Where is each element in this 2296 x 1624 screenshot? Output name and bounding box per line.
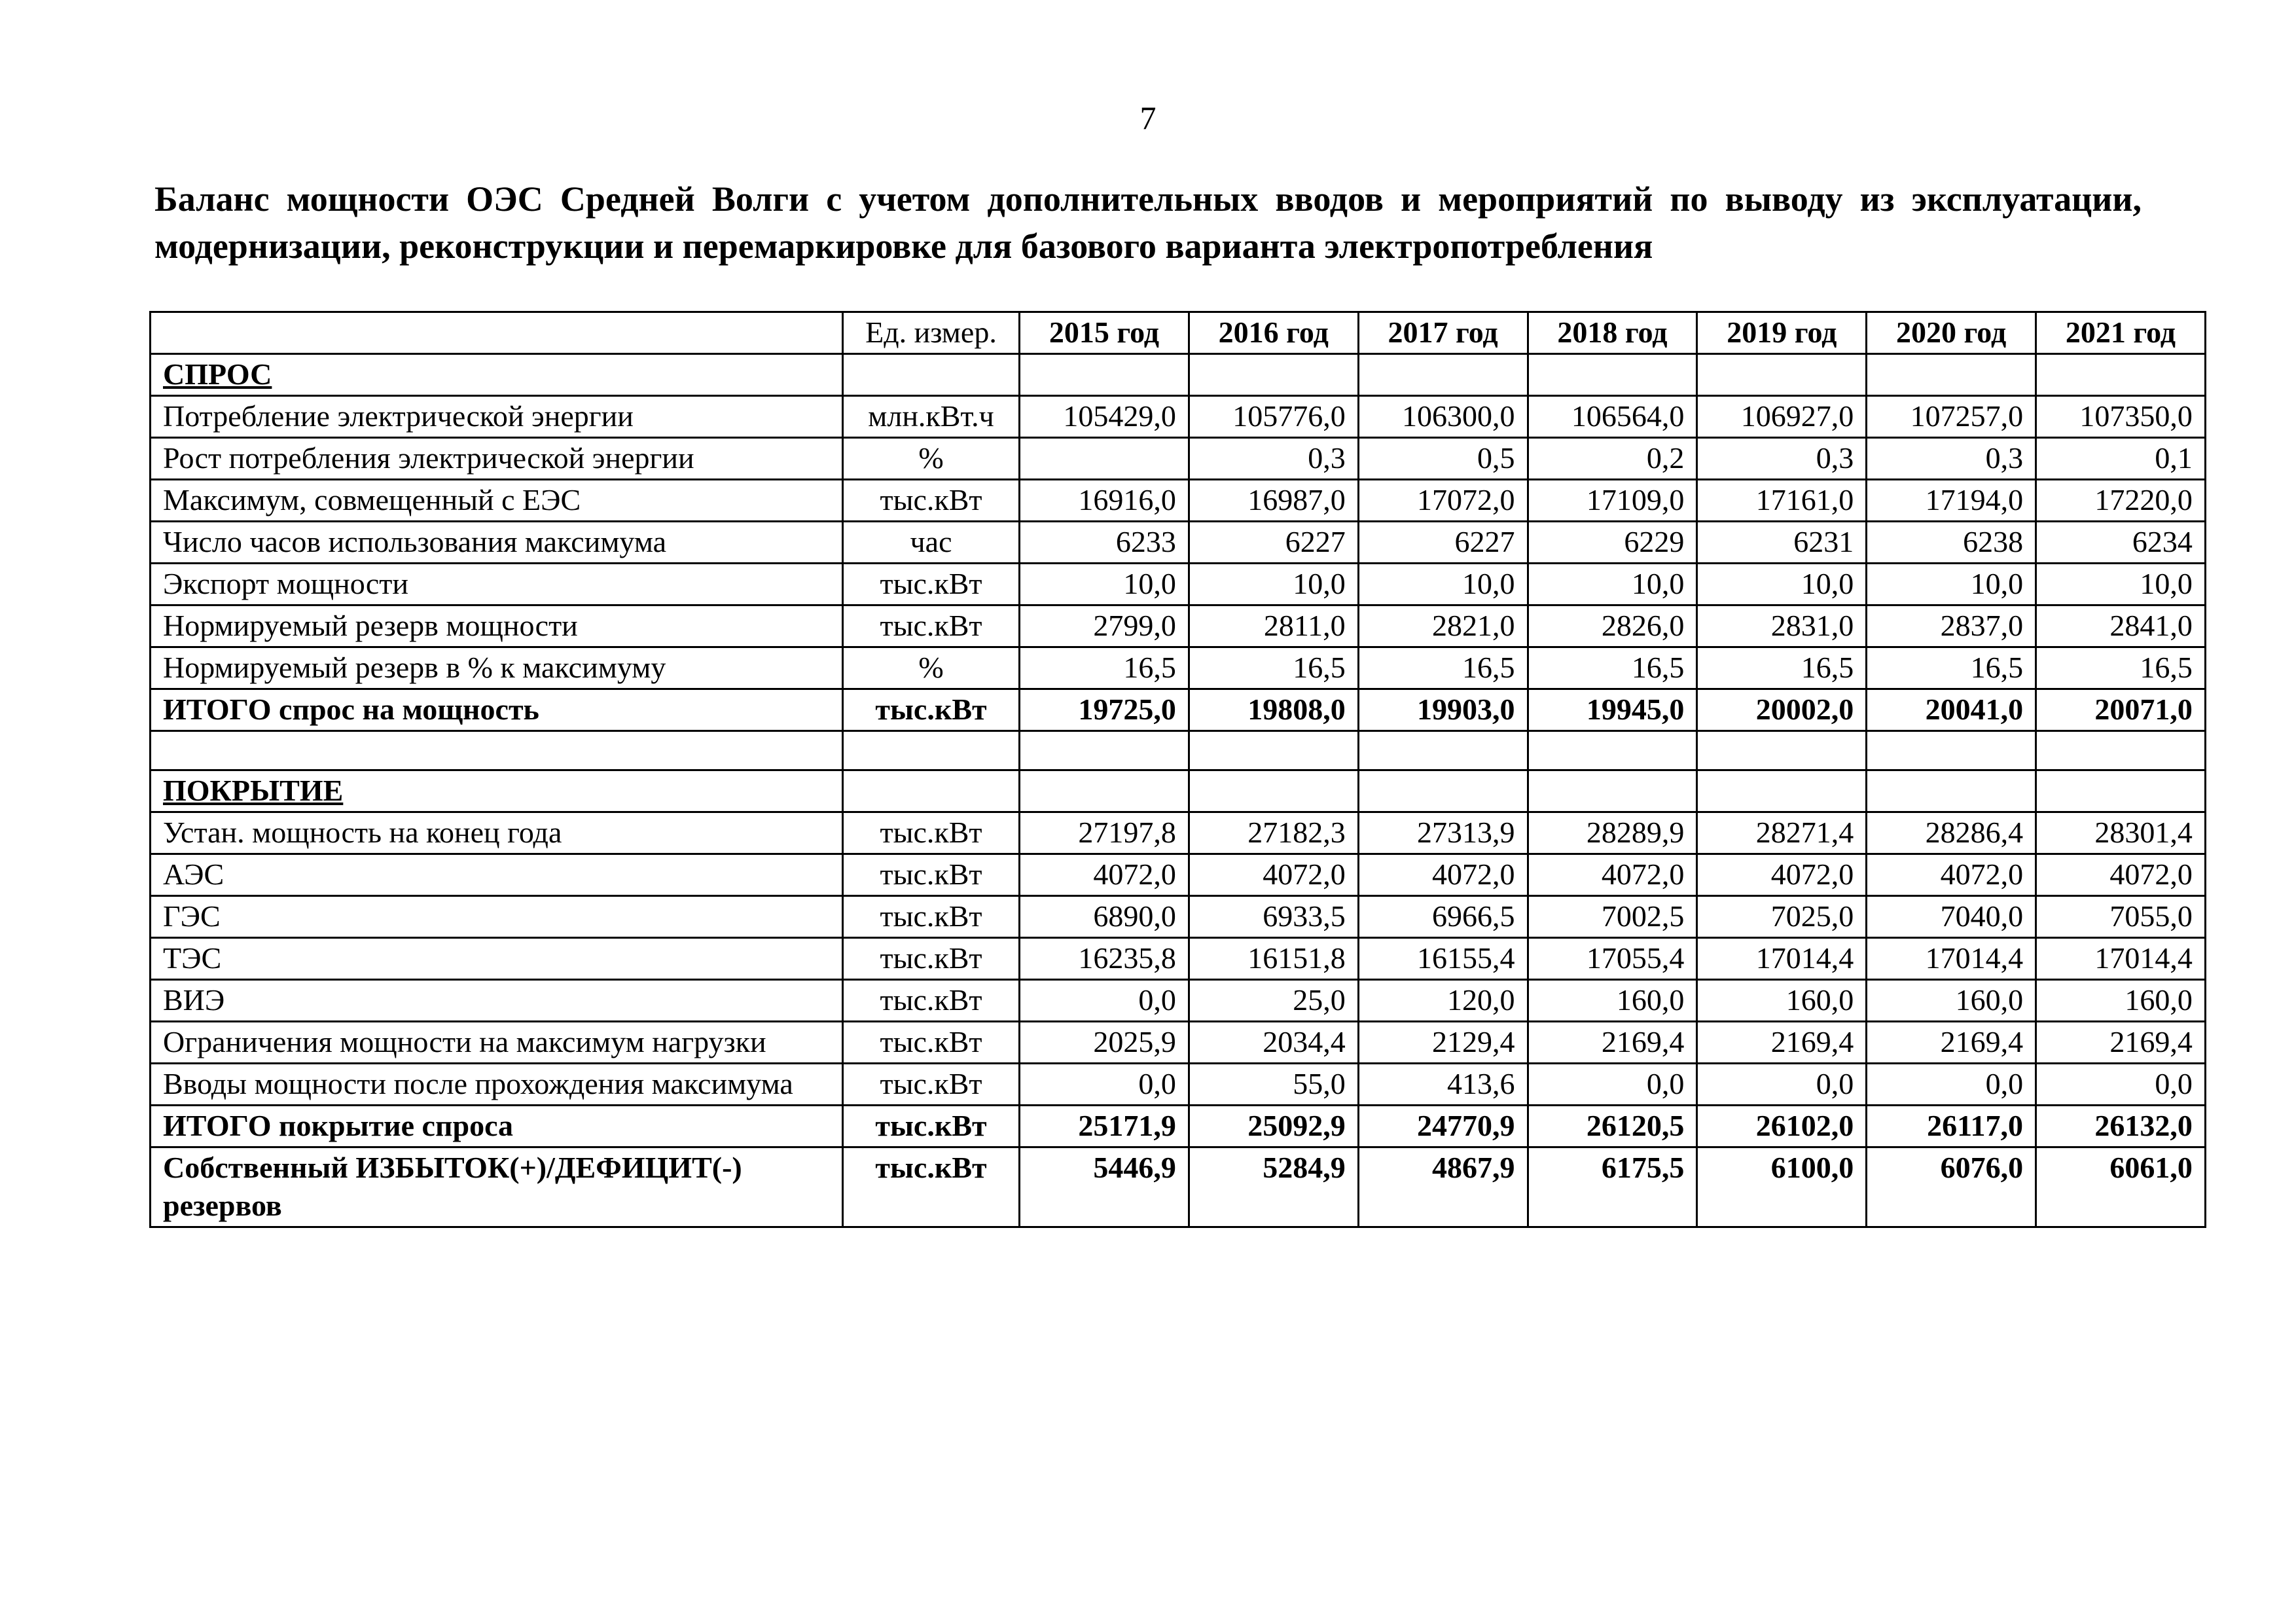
- value-cell-2018: 19945,0: [1528, 689, 1697, 731]
- value-cell-2016: 55,0: [1189, 1064, 1358, 1106]
- value-cell-2017: 6966,5: [1358, 896, 1528, 938]
- page-number: 7: [1139, 99, 1157, 136]
- value-cell-2019: 17161,0: [1697, 480, 1867, 522]
- power-balance-table: [149, 311, 2206, 1228]
- value-cell-2016: 16151,8: [1189, 938, 1358, 980]
- value-cell-2016: 6227: [1189, 522, 1358, 564]
- value-cell-2017: 0,5: [1358, 438, 1528, 480]
- value-cell-2017: 6227: [1358, 522, 1528, 564]
- value-cell-2021: 4072,0: [2036, 854, 2206, 896]
- value-cell-2021: 2169,4: [2036, 1022, 2206, 1064]
- value-cell-2016: 25092,9: [1189, 1106, 1358, 1147]
- value-cell-2020: 6238: [1867, 522, 2036, 564]
- header-year-2021: 2021 год: [2036, 312, 2206, 354]
- value-cell-2017: 16,5: [1358, 647, 1528, 689]
- empty-spacer-row: [151, 731, 2206, 770]
- value-cell-2017: 4867,9: [1358, 1147, 1528, 1227]
- value-cell-2015: 2025,9: [1020, 1022, 1189, 1064]
- row-label: ИТОГО спрос на мощность: [151, 689, 843, 731]
- value-cell-2015: 16235,8: [1020, 938, 1189, 980]
- header-year-2020: 2020 год: [1867, 312, 2036, 354]
- row-label: Собственный ИЗБЫТОК(+)/ДЕФИЦИТ(-) резервов: [151, 1147, 843, 1227]
- row-label: Потребление электрической энергии: [151, 396, 843, 438]
- row-unit: тыс.кВт: [843, 1022, 1020, 1064]
- value-cell-2015: 16916,0: [1020, 480, 1189, 522]
- value-cell-2017: 16155,4: [1358, 938, 1528, 980]
- value-cell-2020: 17014,4: [1867, 938, 2036, 980]
- document-title: Баланс мощности ОЭС Средней Волги с учетом дополнительных вводов и мероприятий по выводу из эксплуатации, модернизации, реконструкции и перемаркировке для базового варианта электропотребления: [154, 179, 2142, 266]
- header-year-2018: 2018 год: [1528, 312, 1697, 354]
- table-row: [151, 854, 2206, 896]
- row-unit: час: [843, 522, 1020, 564]
- value-cell-2019: 6100,0: [1697, 1147, 1867, 1227]
- row-unit: млн.кВт.ч: [843, 396, 1020, 438]
- value-cell-2020: 2169,4: [1867, 1022, 2036, 1064]
- value-cell-2016: 2811,0: [1189, 605, 1358, 647]
- value-cell-2017: 17072,0: [1358, 480, 1528, 522]
- value-cell-2021: 0,1: [2036, 438, 2206, 480]
- table-row: [151, 647, 2206, 689]
- value-cell-2019: 26102,0: [1697, 1106, 1867, 1147]
- value-cell-2019: 0,0: [1697, 1064, 1867, 1106]
- value-cell-2017: 2821,0: [1358, 605, 1528, 647]
- value-cell-2019: 17014,4: [1697, 938, 1867, 980]
- value-cell-2018: 0,2: [1528, 438, 1697, 480]
- table-row: [151, 438, 2206, 480]
- value-cell-2019: 7025,0: [1697, 896, 1867, 938]
- value-cell-2016: 6933,5: [1189, 896, 1358, 938]
- value-cell-2018: 16,5: [1528, 647, 1697, 689]
- value-cell-2015: 5446,9: [1020, 1147, 1189, 1227]
- value-cell-2020: 16,5: [1867, 647, 2036, 689]
- value-cell-2015: 105429,0: [1020, 396, 1189, 438]
- value-cell-2019: 20002,0: [1697, 689, 1867, 731]
- row-label: Устан. мощность на конец года: [151, 812, 843, 854]
- value-cell-2019: 160,0: [1697, 980, 1867, 1022]
- value-cell-2016: 25,0: [1189, 980, 1358, 1022]
- header-year-2017: 2017 год: [1358, 312, 1528, 354]
- value-cell-2018: 2826,0: [1528, 605, 1697, 647]
- value-cell-2018: 28289,9: [1528, 812, 1697, 854]
- section-row-coverage: [151, 770, 2206, 812]
- row-unit: %: [843, 647, 1020, 689]
- value-cell-2018: 6229: [1528, 522, 1697, 564]
- value-cell-2018: 17109,0: [1528, 480, 1697, 522]
- value-cell-2018: 2169,4: [1528, 1022, 1697, 1064]
- total-demand-row: [151, 689, 2206, 731]
- value-cell-2021: 28301,4: [2036, 812, 2206, 854]
- table-row: [151, 396, 2206, 438]
- value-cell-2017: 4072,0: [1358, 854, 1528, 896]
- row-label: ГЭС: [151, 896, 843, 938]
- table-row: [151, 812, 2206, 854]
- value-cell-2020: 6076,0: [1867, 1147, 2036, 1227]
- row-label: Нормируемый резерв мощности: [151, 605, 843, 647]
- value-cell-2017: 2129,4: [1358, 1022, 1528, 1064]
- value-cell-2016: 2034,4: [1189, 1022, 1358, 1064]
- value-cell-2019: 16,5: [1697, 647, 1867, 689]
- row-label: АЭС: [151, 854, 843, 896]
- table-row: [151, 1064, 2206, 1106]
- value-cell-2020: 4072,0: [1867, 854, 2036, 896]
- row-unit: тыс.кВт: [843, 812, 1020, 854]
- row-label: Экспорт мощности: [151, 564, 843, 605]
- value-cell-2018: 10,0: [1528, 564, 1697, 605]
- row-label: Нормируемый резерв в % к максимуму: [151, 647, 843, 689]
- value-cell-2015: 0,0: [1020, 980, 1189, 1022]
- surplus-deficit-row: [151, 1147, 2206, 1227]
- value-cell-2020: 2837,0: [1867, 605, 2036, 647]
- value-cell-2016: 105776,0: [1189, 396, 1358, 438]
- header-unit-cell: Ед. измер.: [843, 312, 1020, 354]
- section-label-demand: СПРОС: [163, 357, 272, 391]
- value-cell-2019: 106927,0: [1697, 396, 1867, 438]
- value-cell-2017: 19903,0: [1358, 689, 1528, 731]
- value-cell-2019: 2831,0: [1697, 605, 1867, 647]
- header-name-cell: [151, 312, 843, 354]
- value-cell-2018: 26120,5: [1528, 1106, 1697, 1147]
- table-row: [151, 1022, 2206, 1064]
- value-cell-2016: 4072,0: [1189, 854, 1358, 896]
- row-label: Ограничения мощности на максимум нагрузки: [151, 1022, 843, 1064]
- value-cell-2017: 120,0: [1358, 980, 1528, 1022]
- value-cell-2015: [1020, 438, 1189, 480]
- value-cell-2016: 16987,0: [1189, 480, 1358, 522]
- row-label: ИТОГО покрытие спроса: [151, 1106, 843, 1147]
- value-cell-2020: 107257,0: [1867, 396, 2036, 438]
- value-cell-2021: 26132,0: [2036, 1106, 2206, 1147]
- value-cell-2019: 0,3: [1697, 438, 1867, 480]
- value-cell-2016: 0,3: [1189, 438, 1358, 480]
- row-unit: тыс.кВт: [843, 854, 1020, 896]
- row-unit: тыс.кВт: [843, 1147, 1020, 1227]
- row-label: ТЭС: [151, 938, 843, 980]
- value-cell-2020: 10,0: [1867, 564, 2036, 605]
- value-cell-2015: 27197,8: [1020, 812, 1189, 854]
- table-row: [151, 480, 2206, 522]
- value-cell-2016: 5284,9: [1189, 1147, 1358, 1227]
- value-cell-2020: 0,3: [1867, 438, 2036, 480]
- value-cell-2020: 17194,0: [1867, 480, 2036, 522]
- table-header-row: [151, 312, 2206, 354]
- row-unit: тыс.кВт: [843, 896, 1020, 938]
- table-row: [151, 564, 2206, 605]
- table-row: [151, 980, 2206, 1022]
- value-cell-2021: 20071,0: [2036, 689, 2206, 731]
- value-cell-2015: 10,0: [1020, 564, 1189, 605]
- row-unit: тыс.кВт: [843, 938, 1020, 980]
- section-label-coverage: ПОКРЫТИЕ: [163, 774, 344, 807]
- section-row-demand: [151, 354, 2206, 396]
- value-cell-2020: 160,0: [1867, 980, 2036, 1022]
- row-unit: тыс.кВт: [843, 980, 1020, 1022]
- value-cell-2015: 19725,0: [1020, 689, 1189, 731]
- value-cell-2020: 26117,0: [1867, 1106, 2036, 1147]
- value-cell-2018: 6175,5: [1528, 1147, 1697, 1227]
- row-unit: тыс.кВт: [843, 1064, 1020, 1106]
- row-unit: тыс.кВт: [843, 480, 1020, 522]
- value-cell-2019: 4072,0: [1697, 854, 1867, 896]
- value-cell-2015: 16,5: [1020, 647, 1189, 689]
- row-label: Рост потребления электрической энергии: [151, 438, 843, 480]
- value-cell-2021: 107350,0: [2036, 396, 2206, 438]
- value-cell-2018: 160,0: [1528, 980, 1697, 1022]
- value-cell-2021: 160,0: [2036, 980, 2206, 1022]
- row-label: Максимум, совмещенный с ЕЭС: [151, 480, 843, 522]
- header-year-2019: 2019 год: [1697, 312, 1867, 354]
- value-cell-2016: 27182,3: [1189, 812, 1358, 854]
- value-cell-2016: 16,5: [1189, 647, 1358, 689]
- row-label: Вводы мощности после прохождения максимума: [151, 1064, 843, 1106]
- value-cell-2021: 6061,0: [2036, 1147, 2206, 1227]
- header-year-2015: 2015 год: [1020, 312, 1189, 354]
- value-cell-2020: 20041,0: [1867, 689, 2036, 731]
- value-cell-2015: 4072,0: [1020, 854, 1189, 896]
- row-unit: тыс.кВт: [843, 605, 1020, 647]
- value-cell-2021: 16,5: [2036, 647, 2206, 689]
- row-unit: %: [843, 438, 1020, 480]
- value-cell-2018: 0,0: [1528, 1064, 1697, 1106]
- value-cell-2015: 6233: [1020, 522, 1189, 564]
- value-cell-2021: 17014,4: [2036, 938, 2206, 980]
- value-cell-2021: 10,0: [2036, 564, 2206, 605]
- value-cell-2020: 7040,0: [1867, 896, 2036, 938]
- total-coverage-row: [151, 1106, 2206, 1147]
- table-row: [151, 896, 2206, 938]
- value-cell-2017: 24770,9: [1358, 1106, 1528, 1147]
- value-cell-2021: 17220,0: [2036, 480, 2206, 522]
- table-row: [151, 522, 2206, 564]
- value-cell-2019: 2169,4: [1697, 1022, 1867, 1064]
- value-cell-2018: 4072,0: [1528, 854, 1697, 896]
- value-cell-2021: 7055,0: [2036, 896, 2206, 938]
- value-cell-2019: 6231: [1697, 522, 1867, 564]
- row-unit: тыс.кВт: [843, 689, 1020, 731]
- value-cell-2017: 413,6: [1358, 1064, 1528, 1106]
- value-cell-2017: 10,0: [1358, 564, 1528, 605]
- header-year-2016: 2016 год: [1189, 312, 1358, 354]
- value-cell-2016: 19808,0: [1189, 689, 1358, 731]
- value-cell-2020: 28286,4: [1867, 812, 2036, 854]
- row-unit: тыс.кВт: [843, 564, 1020, 605]
- value-cell-2015: 0,0: [1020, 1064, 1189, 1106]
- value-cell-2016: 10,0: [1189, 564, 1358, 605]
- table-row: [151, 605, 2206, 647]
- value-cell-2015: 6890,0: [1020, 896, 1189, 938]
- value-cell-2017: 27313,9: [1358, 812, 1528, 854]
- value-cell-2017: 106300,0: [1358, 396, 1528, 438]
- value-cell-2021: 2841,0: [2036, 605, 2206, 647]
- value-cell-2015: 25171,9: [1020, 1106, 1189, 1147]
- row-label: ВИЭ: [151, 980, 843, 1022]
- value-cell-2018: 7002,5: [1528, 896, 1697, 938]
- value-cell-2021: 6234: [2036, 522, 2206, 564]
- table-row: [151, 938, 2206, 980]
- table-body: [151, 354, 2206, 1227]
- value-cell-2018: 106564,0: [1528, 396, 1697, 438]
- value-cell-2019: 10,0: [1697, 564, 1867, 605]
- value-cell-2015: 2799,0: [1020, 605, 1189, 647]
- value-cell-2020: 0,0: [1867, 1064, 2036, 1106]
- value-cell-2021: 0,0: [2036, 1064, 2206, 1106]
- value-cell-2019: 28271,4: [1697, 812, 1867, 854]
- value-cell-2018: 17055,4: [1528, 938, 1697, 980]
- row-label: Число часов использования максимума: [151, 522, 843, 564]
- row-unit: тыс.кВт: [843, 1106, 1020, 1147]
